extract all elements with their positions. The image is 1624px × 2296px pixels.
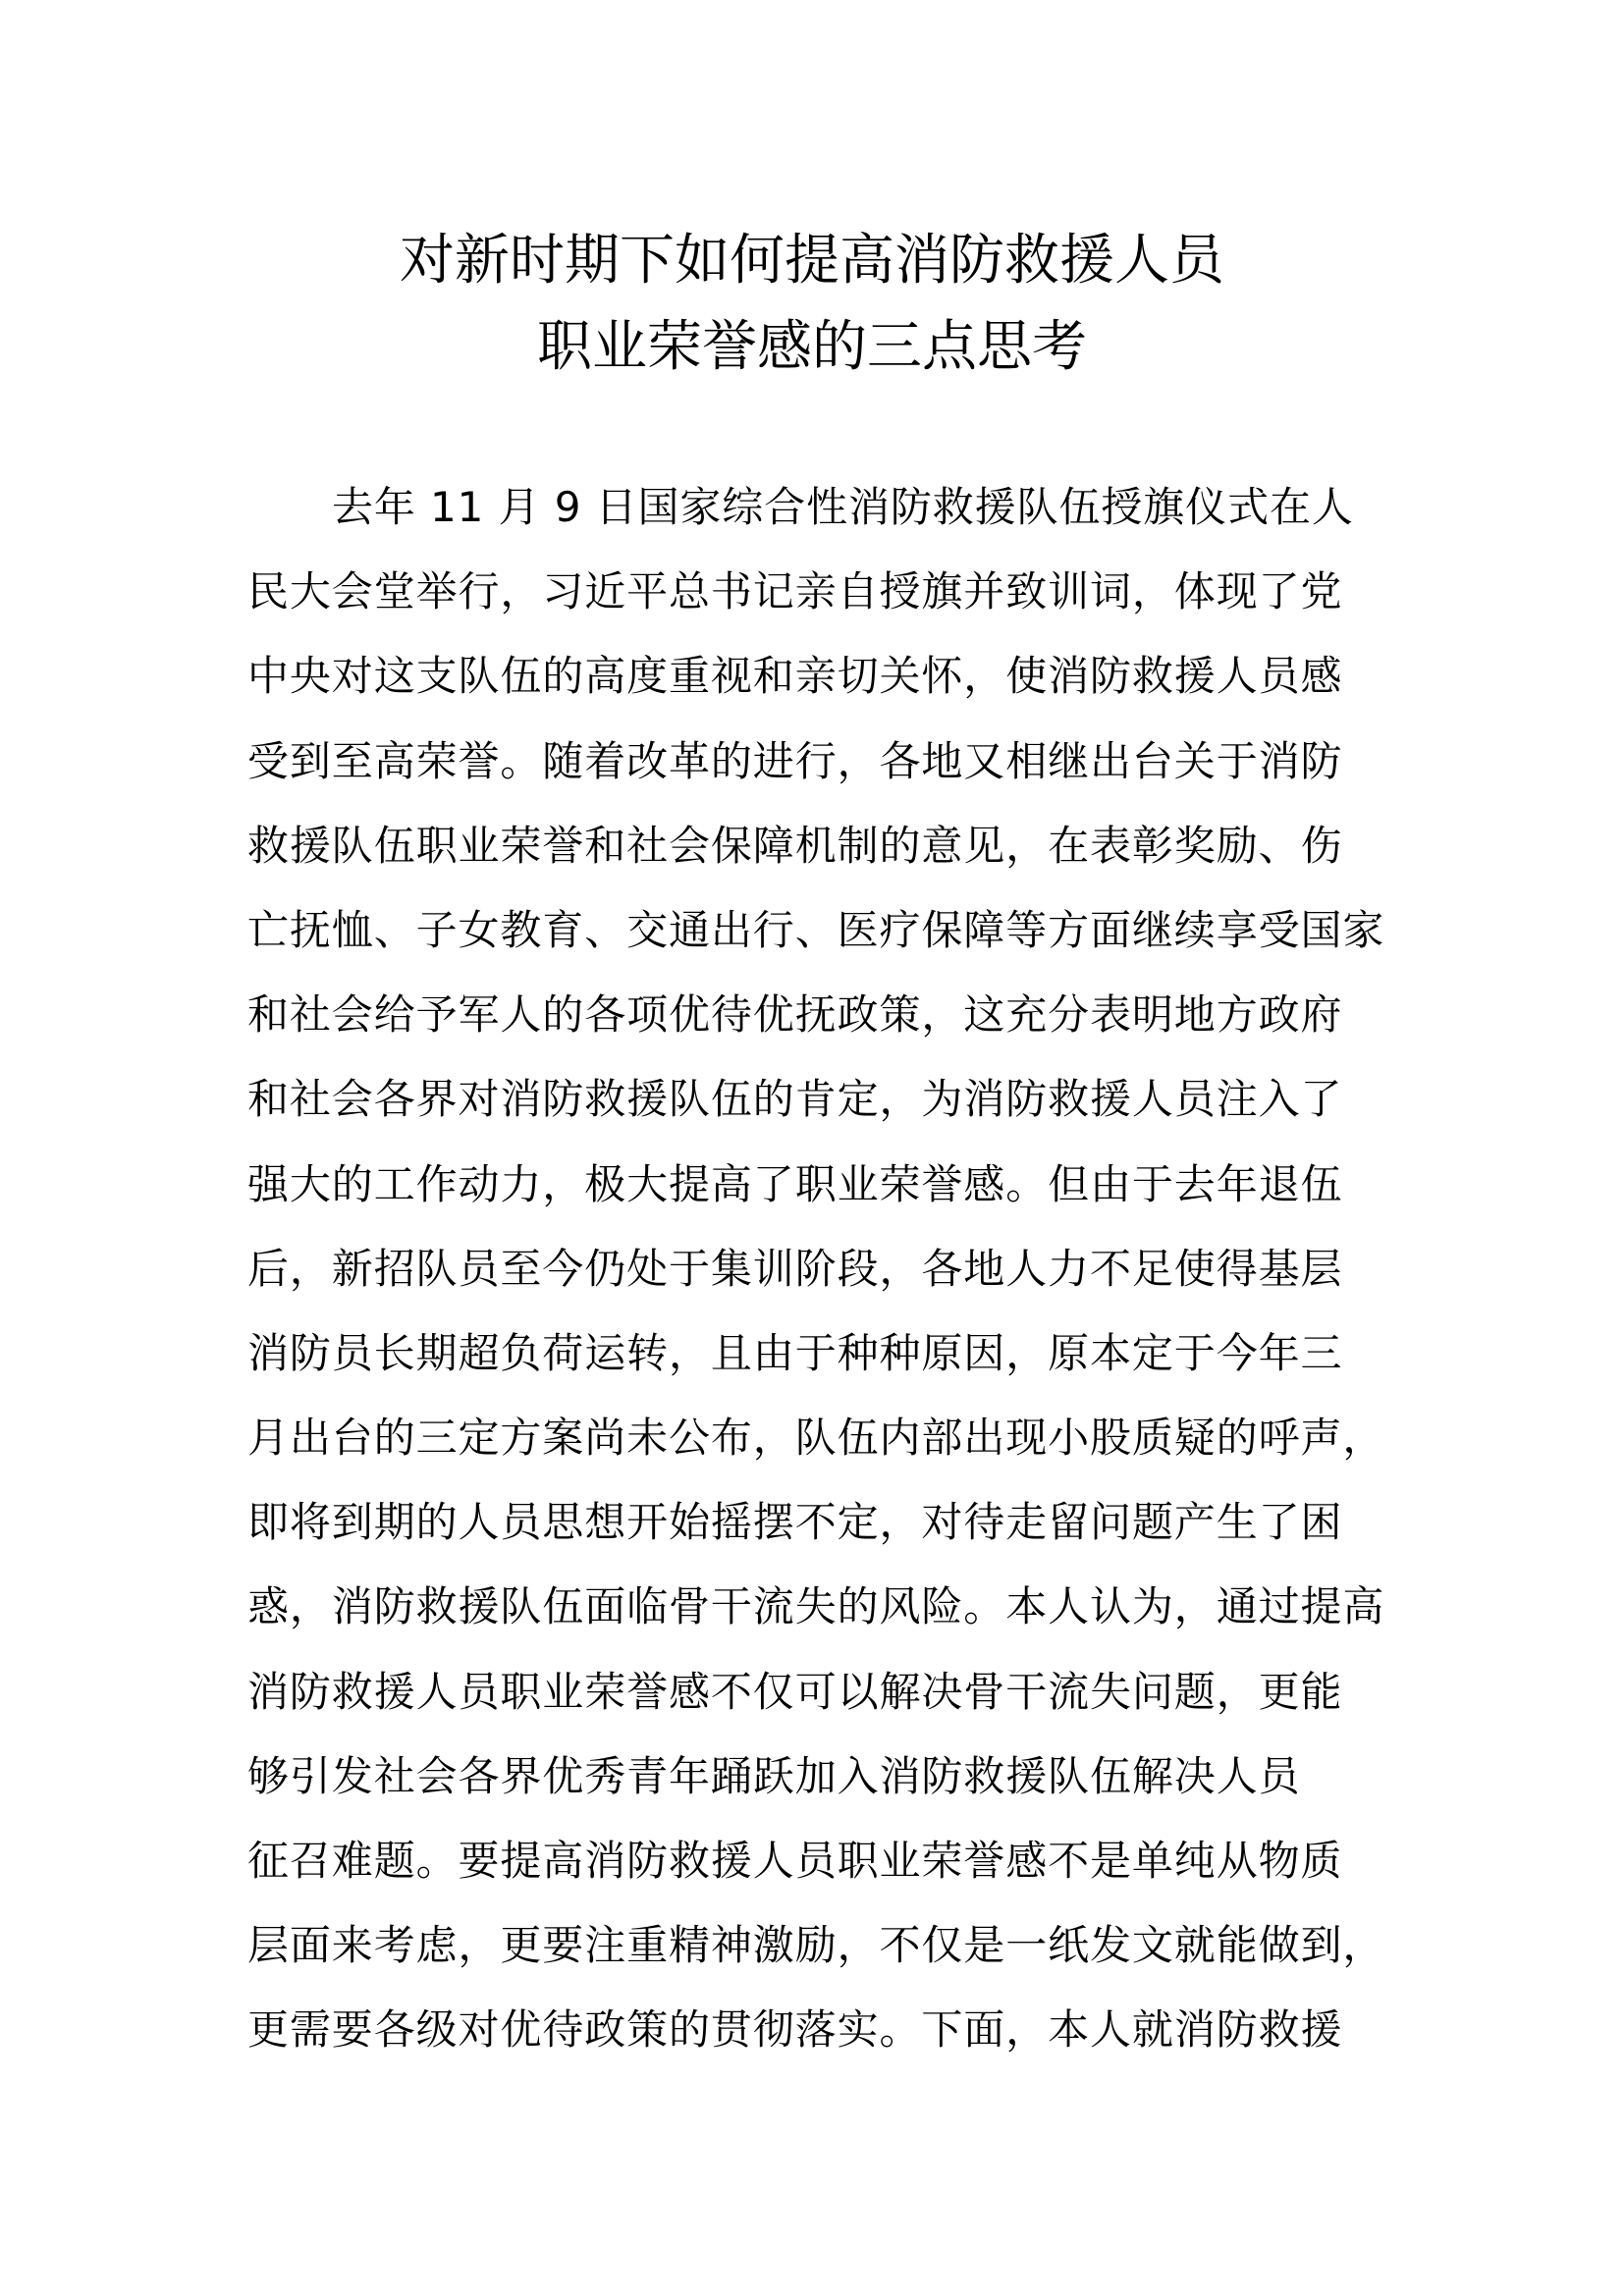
body-line: 征召难题。要提高消防救援人员职业荣誉感不是单纯从物质 bbox=[247, 1837, 1343, 1885]
body-line: 消防员长期超负荷运转，且由于种种原因，原本定于今年三 bbox=[247, 1328, 1343, 1377]
body-line: 即将到期的人员思想开始摇摆不定，对待走留问题产生了困 bbox=[247, 1498, 1343, 1547]
body-line: 惑，消防救援队伍面临骨干流失的风险。本人认为，通过提高 bbox=[247, 1582, 1385, 1631]
body-line: 中央对这支队伍的高度重视和亲切关怀，使消防救援人员感 bbox=[247, 652, 1343, 701]
body-line: 够引发社会各界优秀青年踊跃加入消防救援队伍解决人员 bbox=[247, 1751, 1301, 1800]
body-line: 消防救援人员职业荣誉感不仅可以解决骨干流失问题，更能 bbox=[247, 1667, 1343, 1716]
body-line: 后，新招队员至今仍处于集训阶段，各地人力不足使得基层 bbox=[247, 1244, 1343, 1293]
body-line: 亡抚恤、子女教育、交通出行、医疗保障等方面继续享受国家 bbox=[247, 905, 1385, 954]
body-line: 受到至高荣誉。随着改革的进行，各地又相继出台关于消防 bbox=[247, 736, 1343, 785]
body-line: 层面来考虑，更要注重精神激励，不仅是一纸发文就能做到， bbox=[247, 1921, 1385, 1970]
document-title bbox=[0, 218, 1624, 391]
body-line: 和社会给予军人的各项优待优抚政策，这充分表明地方政府 bbox=[247, 990, 1343, 1040]
body-line: 去年 11 月 9 日国家综合性消防救援队伍授旗仪式在人 bbox=[332, 483, 1354, 531]
body-line: 更需要各级对优待政策的贯彻落实。下面，本人就消防救援 bbox=[247, 2005, 1343, 2055]
body-line: 民大会堂举行，习近平总书记亲自授旗并致训词，体现了党 bbox=[247, 567, 1343, 616]
body-line: 月出台的三定方案尚未公布，队伍内部出现小股质疑的呼声， bbox=[247, 1414, 1385, 1463]
body-line: 和社会各界对消防救援队伍的肯定，为消防救援人员注入了 bbox=[247, 1075, 1343, 1124]
body-paragraph bbox=[247, 465, 1386, 2073]
title-line-2: 职业荣誉感的三点思考 bbox=[537, 315, 1087, 379]
title-line-1: 对新时期下如何提高消防救援人员 bbox=[400, 229, 1224, 293]
body-line: 强大的工作动力，极大提高了职业荣誉感。但由于去年退伍 bbox=[247, 1159, 1343, 1208]
body-line: 救援队伍职业荣誉和社会保障机制的意见，在表彰奖励、伤 bbox=[247, 821, 1343, 870]
